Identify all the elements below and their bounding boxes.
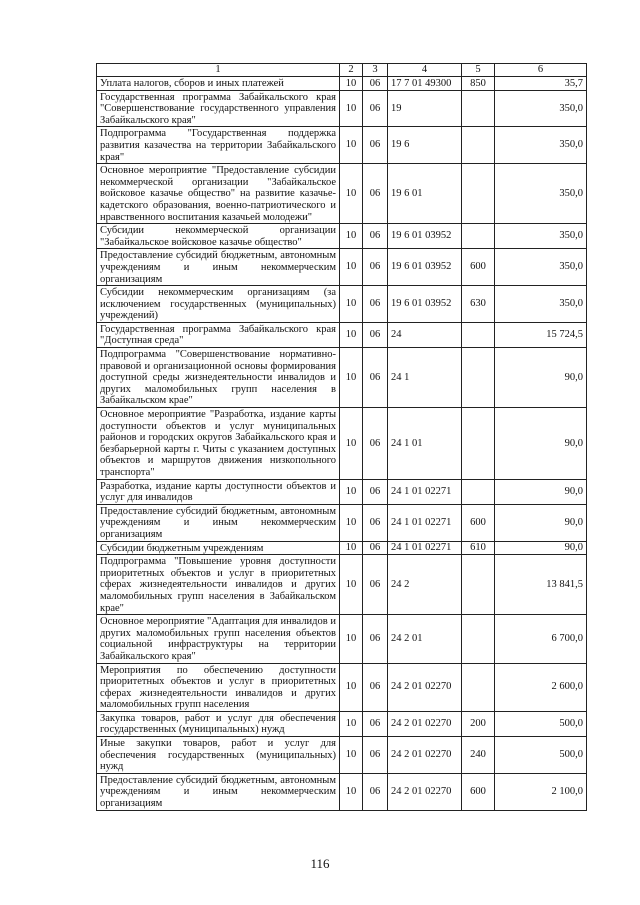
cell-expense-type: 600 bbox=[462, 249, 495, 286]
cell-expense-type: 630 bbox=[462, 286, 495, 323]
cell-target-article: 19 6 bbox=[388, 127, 462, 164]
cell-target-article: 19 6 01 bbox=[388, 164, 462, 224]
cell-section: 10 bbox=[340, 224, 363, 249]
cell-expense-type bbox=[462, 224, 495, 249]
column-header: 4 bbox=[388, 64, 462, 77]
cell-expense-type bbox=[462, 615, 495, 663]
cell-target-article: 24 2 01 02270 bbox=[388, 773, 462, 810]
cell-section: 10 bbox=[340, 90, 363, 127]
cell-target-article: 24 1 01 02271 bbox=[388, 479, 462, 504]
table-row bbox=[97, 348, 587, 408]
cell-section: 10 bbox=[340, 737, 363, 774]
cell-name: Уплата налогов, сборов и иных платежей bbox=[97, 77, 340, 91]
cell-name: Закупка товаров, работ и услуг для обеспечения государственных (муниципальных) нужд bbox=[97, 711, 340, 736]
cell-target-article: 24 2 01 02270 bbox=[388, 663, 462, 711]
cell-amount: 90,0 bbox=[495, 541, 587, 555]
column-header: 2 bbox=[340, 64, 363, 77]
column-header: 1 bbox=[97, 64, 340, 77]
cell-name: Подпрограмма "Повышение уровня доступности приоритетных объектов и услуг в приоритетных сферах жизнедеятельности инвалидов и других маломобильных групп населения в Забайкальском крае" bbox=[97, 555, 340, 615]
page-number: 116 bbox=[310, 856, 330, 871]
table-row bbox=[97, 224, 587, 249]
cell-section: 10 bbox=[340, 348, 363, 408]
cell-name: Иные закупки товаров, работ и услуг для обеспечения государственных (муниципальных) нужд bbox=[97, 737, 340, 774]
cell-expense-type bbox=[462, 663, 495, 711]
cell-target-article: 19 bbox=[388, 90, 462, 127]
column-header: 5 bbox=[462, 64, 495, 77]
cell-name: Основное мероприятие "Разработка, издание карты доступности объектов и услуг муниципальных районов и городских округов Забайкальского края и безбарьерной карты г. Читы с указанием доступных объектов и маршрутов движения низкопольного транспорта" bbox=[97, 408, 340, 480]
cell-subsection: 06 bbox=[363, 773, 388, 810]
cell-name: Разработка, издание карты доступности объектов и услуг для инвалидов bbox=[97, 479, 340, 504]
cell-target-article: 24 1 01 02271 bbox=[388, 541, 462, 555]
table-row bbox=[97, 90, 587, 127]
table-header-row bbox=[97, 64, 587, 77]
cell-amount: 90,0 bbox=[495, 408, 587, 480]
cell-section: 10 bbox=[340, 773, 363, 810]
cell-name: Субсидии бюджетным учреждениям bbox=[97, 541, 340, 555]
cell-target-article: 19 6 01 03952 bbox=[388, 224, 462, 249]
cell-expense-type bbox=[462, 479, 495, 504]
cell-subsection: 06 bbox=[363, 615, 388, 663]
table-row bbox=[97, 711, 587, 736]
table-row bbox=[97, 249, 587, 286]
table-row bbox=[97, 541, 587, 555]
table-row bbox=[97, 408, 587, 480]
cell-subsection: 06 bbox=[363, 249, 388, 286]
table-row bbox=[97, 773, 587, 810]
cell-amount: 350,0 bbox=[495, 224, 587, 249]
cell-name: Субсидии некоммерческой организации "Забайкальское войсковое казачье общество" bbox=[97, 224, 340, 249]
table-row bbox=[97, 322, 587, 347]
cell-subsection: 06 bbox=[363, 504, 388, 541]
cell-subsection: 06 bbox=[363, 541, 388, 555]
cell-section: 10 bbox=[340, 504, 363, 541]
cell-expense-type bbox=[462, 555, 495, 615]
cell-target-article: 24 2 01 02270 bbox=[388, 711, 462, 736]
table-row bbox=[97, 737, 587, 774]
cell-amount: 350,0 bbox=[495, 164, 587, 224]
cell-section: 10 bbox=[340, 711, 363, 736]
cell-section: 10 bbox=[340, 322, 363, 347]
cell-subsection: 06 bbox=[363, 408, 388, 480]
cell-subsection: 06 bbox=[363, 711, 388, 736]
cell-subsection: 06 bbox=[363, 90, 388, 127]
table-row bbox=[97, 164, 587, 224]
cell-subsection: 06 bbox=[363, 224, 388, 249]
cell-expense-type: 240 bbox=[462, 737, 495, 774]
cell-target-article: 19 6 01 03952 bbox=[388, 249, 462, 286]
table-row bbox=[97, 615, 587, 663]
cell-amount: 90,0 bbox=[495, 348, 587, 408]
cell-amount: 350,0 bbox=[495, 249, 587, 286]
cell-name: Основное мероприятие "Адаптация для инвалидов и других маломобильных групп населения объектов социальной инфраструктуры на территории Забайкальского края" bbox=[97, 615, 340, 663]
cell-expense-type bbox=[462, 90, 495, 127]
cell-section: 10 bbox=[340, 541, 363, 555]
cell-amount: 2 600,0 bbox=[495, 663, 587, 711]
cell-amount: 350,0 bbox=[495, 127, 587, 164]
cell-section: 10 bbox=[340, 408, 363, 480]
cell-section: 10 bbox=[340, 286, 363, 323]
table-row bbox=[97, 504, 587, 541]
cell-name: Государственная программа Забайкальского края "Доступная среда" bbox=[97, 322, 340, 347]
cell-name: Предоставление субсидий бюджетным, автономным учреждениям и иным некоммерческим организациям bbox=[97, 773, 340, 810]
cell-target-article: 24 bbox=[388, 322, 462, 347]
cell-section: 10 bbox=[340, 555, 363, 615]
cell-subsection: 06 bbox=[363, 164, 388, 224]
cell-name: Государственная программа Забайкальского края "Совершенствование государственного управления Забайкальского края" bbox=[97, 90, 340, 127]
cell-subsection: 06 bbox=[363, 663, 388, 711]
table-row bbox=[97, 127, 587, 164]
cell-target-article: 24 2 01 02270 bbox=[388, 737, 462, 774]
cell-expense-type: 200 bbox=[462, 711, 495, 736]
cell-section: 10 bbox=[340, 249, 363, 286]
cell-amount: 90,0 bbox=[495, 504, 587, 541]
table-row bbox=[97, 663, 587, 711]
cell-expense-type: 610 bbox=[462, 541, 495, 555]
cell-amount: 13 841,5 bbox=[495, 555, 587, 615]
cell-expense-type bbox=[462, 408, 495, 480]
cell-amount: 350,0 bbox=[495, 90, 587, 127]
cell-amount: 6 700,0 bbox=[495, 615, 587, 663]
cell-expense-type bbox=[462, 322, 495, 347]
cell-target-article: 24 1 bbox=[388, 348, 462, 408]
cell-amount: 500,0 bbox=[495, 711, 587, 736]
column-header: 6 bbox=[495, 64, 587, 77]
cell-expense-type bbox=[462, 348, 495, 408]
cell-amount: 90,0 bbox=[495, 479, 587, 504]
cell-amount: 15 724,5 bbox=[495, 322, 587, 347]
budget-table bbox=[96, 63, 587, 811]
cell-name: Основное мероприятие "Предоставление субсидии некоммерческой организации "Забайкальское войсковое казачье общество" на развитие казачье-кадетского образования, военно-патриотического и нравственного воспитания казачьей молодежи" bbox=[97, 164, 340, 224]
cell-name: Подпрограмма "Государственная поддержка развития казачества на территории Забайкальского края" bbox=[97, 127, 340, 164]
cell-name: Предоставление субсидий бюджетным, автономным учреждениям и иным некоммерческим организациям bbox=[97, 249, 340, 286]
cell-name: Подпрограмма "Совершенствование нормативно-правовой и организационной основы формирования доступной среды жизнедеятельности инвалидов и других маломобильных групп населения в Забайкальском крае" bbox=[97, 348, 340, 408]
table-row bbox=[97, 555, 587, 615]
cell-expense-type bbox=[462, 127, 495, 164]
cell-section: 10 bbox=[340, 663, 363, 711]
cell-target-article: 24 1 01 02271 bbox=[388, 504, 462, 541]
cell-expense-type: 850 bbox=[462, 77, 495, 91]
cell-target-article: 24 2 01 bbox=[388, 615, 462, 663]
cell-subsection: 06 bbox=[363, 322, 388, 347]
cell-target-article: 24 1 01 bbox=[388, 408, 462, 480]
cell-name: Субсидии некоммерческим организациям (за исключением государственных (муниципальных) учреждений) bbox=[97, 286, 340, 323]
cell-amount: 500,0 bbox=[495, 737, 587, 774]
cell-name: Предоставление субсидий бюджетным, автономным учреждениям и иным некоммерческим организациям bbox=[97, 504, 340, 541]
cell-subsection: 06 bbox=[363, 77, 388, 91]
cell-amount: 35,7 bbox=[495, 77, 587, 91]
cell-target-article: 24 2 bbox=[388, 555, 462, 615]
cell-subsection: 06 bbox=[363, 286, 388, 323]
cell-expense-type: 600 bbox=[462, 773, 495, 810]
cell-section: 10 bbox=[340, 77, 363, 91]
cell-expense-type: 600 bbox=[462, 504, 495, 541]
cell-subsection: 06 bbox=[363, 555, 388, 615]
cell-section: 10 bbox=[340, 479, 363, 504]
table-row bbox=[97, 77, 587, 91]
cell-name: Мероприятия по обеспечению доступности приоритетных объектов и услуг в приоритетных сферах жизнедеятельности инвалидов и других маломобильных групп населения bbox=[97, 663, 340, 711]
cell-amount: 350,0 bbox=[495, 286, 587, 323]
cell-subsection: 06 bbox=[363, 127, 388, 164]
cell-subsection: 06 bbox=[363, 479, 388, 504]
cell-subsection: 06 bbox=[363, 737, 388, 774]
cell-section: 10 bbox=[340, 127, 363, 164]
cell-section: 10 bbox=[340, 164, 363, 224]
cell-target-article: 17 7 01 49300 bbox=[388, 77, 462, 91]
table-row bbox=[97, 286, 587, 323]
cell-target-article: 19 6 01 03952 bbox=[388, 286, 462, 323]
cell-subsection: 06 bbox=[363, 348, 388, 408]
column-header: 3 bbox=[363, 64, 388, 77]
cell-amount: 2 100,0 bbox=[495, 773, 587, 810]
cell-section: 10 bbox=[340, 615, 363, 663]
table-row bbox=[97, 479, 587, 504]
cell-expense-type bbox=[462, 164, 495, 224]
